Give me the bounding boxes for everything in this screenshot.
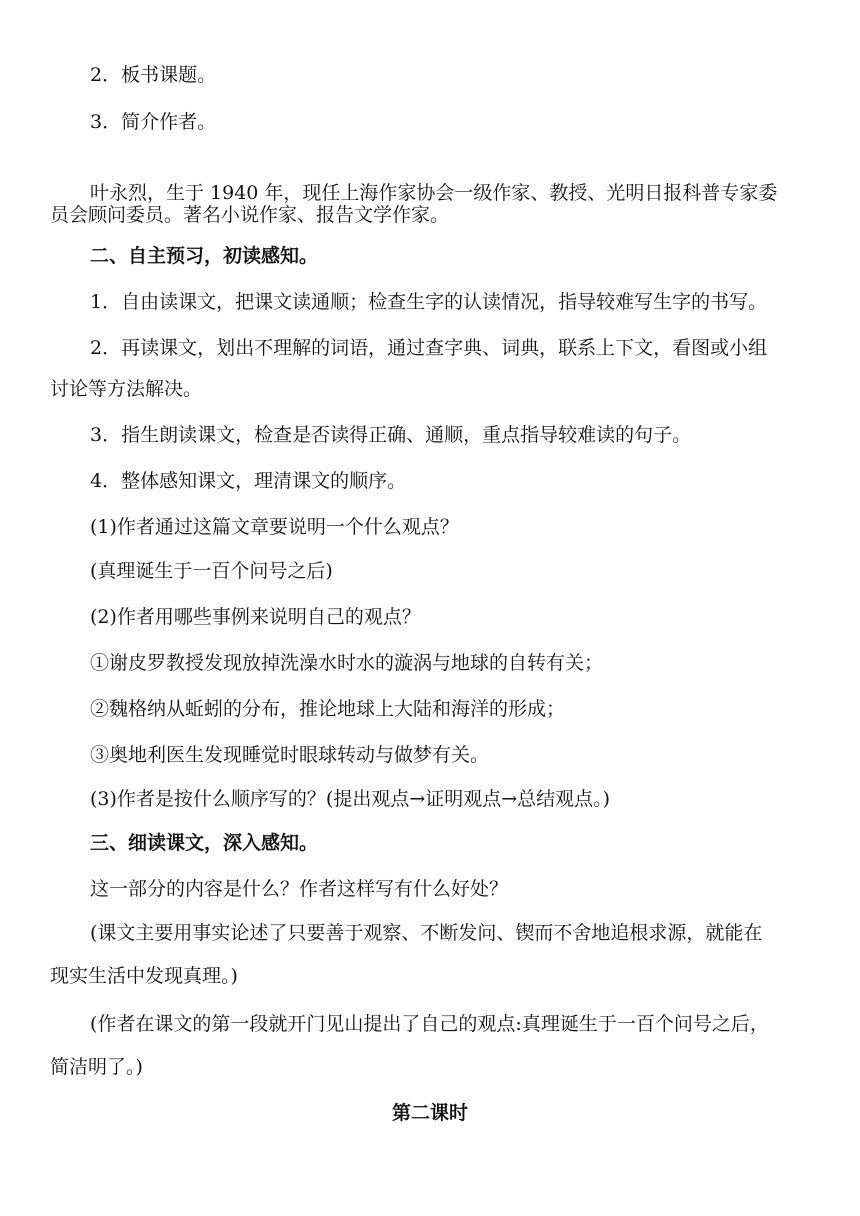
answer-a-line-2: 现实生活中发现真理。) [50,965,238,987]
question-3: (3)作者是按什么顺序写的？(提出观点→证明观点→总结观点。) [90,788,611,810]
section-heading-2: 二、自主预习，初读感知。 [90,245,319,267]
author-intro-line-2: 员会顾问委员。著名小说作家、报告文学作家。 [50,204,450,226]
preview-step-1: 1．自由读课文，把课文读通顺；检查生字的认读情况，指导较难写生字的书写。 [90,291,768,313]
preview-step-2-line-2: 讨论等方法解决。 [50,378,203,400]
section-heading-3: 三、细读课文，深入感知。 [90,832,319,854]
question-1: (1)作者通过这篇文章要说明一个什么观点？ [90,516,459,538]
answer-1: (真理诞生于一百个问号之后) [90,560,333,582]
answer-b-line-2: 简洁明了。) [50,1056,143,1078]
preview-step-2-line-1: 2．再读课文，划出不理解的词语，通过查字典、词典，联系上下文，看图或小组 [90,337,768,359]
preview-step-4: 4．整体感知课文，理清课文的顺序。 [90,470,407,492]
example-2: ②魏格纳从蚯蚓的分布，推论地球上大陆和海洋的形成； [90,698,566,720]
answer-a-line-1: (课文主要用事实论述了只要善于观察、不断发问、锲而不舍地追根求源，就能在 [90,922,763,944]
example-3: ③奥地利医生发现睡觉时眼球转动与做梦有关。 [90,744,490,766]
author-intro-line-1: 叶永烈，生于 1940 年，现任上海作家协会一级作家、教授、光明日报科普专家委 [90,182,778,204]
lesson-heading-second-period: 第二课时 [391,1102,468,1124]
example-1: ①谢皮罗教授发现放掉洗澡水时水的漩涡与地球的自转有关； [90,652,604,674]
step-3: 3．简介作者。 [90,111,217,133]
reading-question: 这一部分的内容是什么？作者这样写有什么好处？ [90,878,509,900]
question-2: (2)作者用哪些事例来说明自己的观点？ [90,606,421,628]
preview-step-3: 3．指生朗读课文，检查是否读得正确、通顺，重点指导较难读的句子。 [90,424,692,446]
answer-b-line-1: (作者在课文的第一段就开门见山提出了自己的观点:真理诞生于一百个问号之后， [90,1013,769,1035]
step-2: 2．板书课题。 [90,64,217,86]
